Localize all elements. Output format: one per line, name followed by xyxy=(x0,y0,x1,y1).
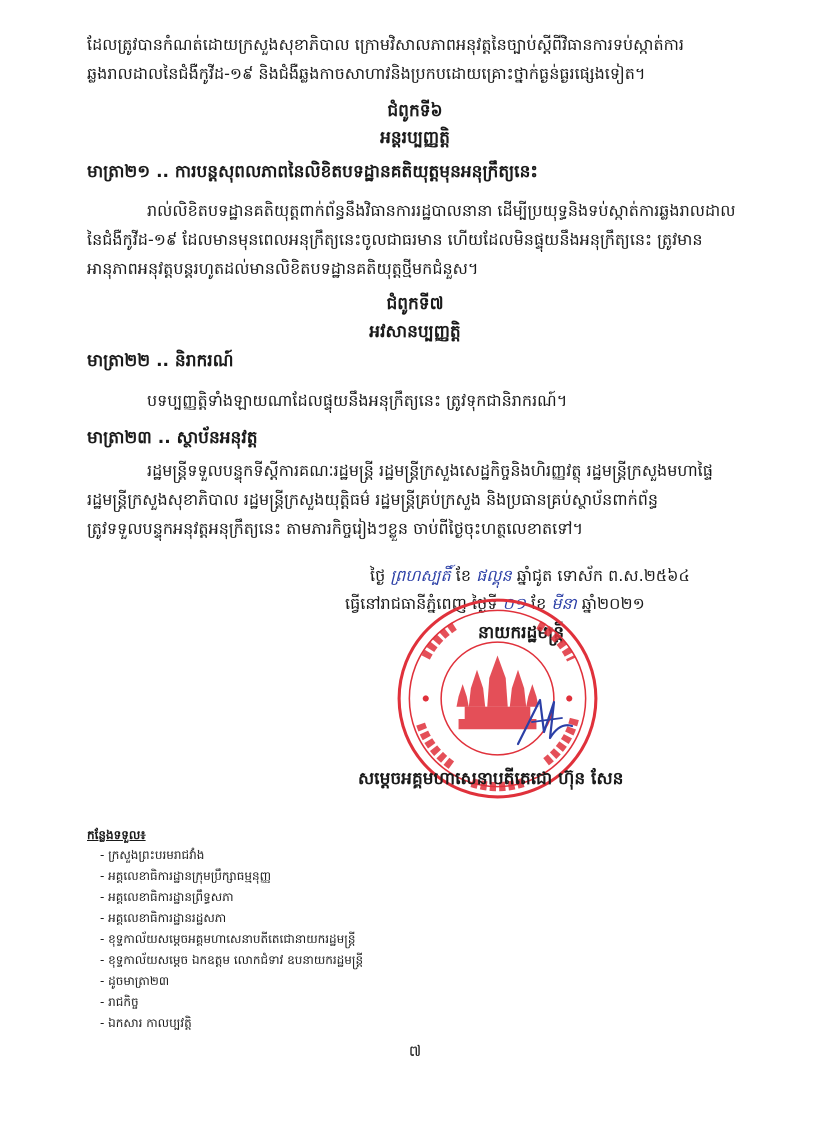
article-22-line-1: បទប្បញ្ញត្តិទាំងឡាយណាដែលផ្ទុយនឹងអនុក្រឹត្យនេះ ត្រូវទុកជានិរាករណ៍។ xyxy=(147,391,568,410)
article-23-line-3: ត្រូវទទួលបន្ទុកអនុវត្តអនុក្រឹត្យនេះ តាមភារកិច្ចរៀងៗខ្លួន ចាប់ពីថ្ងៃចុះហត្ថលេខាតទៅ។ xyxy=(87,519,584,538)
chapter-7-title: ជំពូកទី៧ xyxy=(386,294,444,314)
recipient-item: - ខុទ្ទកាល័យសម្តេច ឯកឧត្តម លោកជំទាវ ឧបនាយករដ្ឋមន្ត្រី xyxy=(100,953,364,967)
lunar-year: ឆ្នាំជូត ទោស័ក ព.ស.២៥៦៤ xyxy=(516,566,690,585)
top-paragraph-line-2: ឆ្លងរាលដាលនៃជំងឺកូវីដ-១៩ និងជំងឺឆ្លងកាចសាហាវនិងប្រកបដោយគ្រោះថ្នាក់ធ្ងន់ធ្ងរផ្សេងទៀត។ xyxy=(87,64,646,83)
chapter-6-subtitle: អន្តរប្បញ្ញត្តិ xyxy=(380,128,450,148)
prime-minister-title: នាយករដ្ឋមន្ត្រី xyxy=(478,623,564,643)
page-number: ៧ xyxy=(408,1042,422,1060)
solar-day-handwritten: ០១ xyxy=(502,594,526,613)
article-21-line-1: រាល់លិខិតបទដ្ឋានគតិយុត្តពាក់ព័ន្ធនឹងវិធានការរដ្ឋបាលនានា ដើម្បីប្រយុទ្ធនិងទប់ស្កាត់ការឆ្លងរាលដាល xyxy=(147,201,736,220)
recipient-item: - អគ្គលេខាធិការដ្ឋានក្រុមប្រឹក្សាធម្មនុញ្ញ xyxy=(100,869,272,883)
article-23-heading: មាត្រា២៣ .. ស្ថាប័នអនុវត្ត xyxy=(87,428,258,448)
recipient-item: - ឯកសារ កាលប្បវត្តិ xyxy=(100,1016,192,1030)
recipient-item: - រាជកិច្ច xyxy=(100,995,139,1009)
lunar-date-line xyxy=(370,565,690,587)
chapter-6-title: ជំពូកទី៦ xyxy=(387,101,443,121)
recipient-item: - ខុទ្ទកាល័យសម្តេចអគ្គមហាសេនាបតីតេជោនាយករដ្ឋមន្ត្រី xyxy=(100,932,356,946)
lunar-month-prefix: ខែ xyxy=(455,566,471,585)
top-paragraph-line-1: ដែលត្រូវបានកំណត់ដោយក្រសួងសុខាភិបាល ក្រោមវិសាលភាពអនុវត្តនៃច្បាប់ស្តីពីវិធានការទប់ស្កាត់ការ xyxy=(87,35,684,54)
article-23-line-2: រដ្ឋមន្ត្រីក្រសួងសុខាភិបាល រដ្ឋមន្ត្រីក្រសួងយុត្តិធម៌ រដ្ឋមន្ត្រីគ្រប់ក្រសួង និងប្រធានគ្រប់ស្ថាប័នពាក់ព័ន្ធ xyxy=(87,490,659,509)
recipient-item: - អគ្គលេខាធិការដ្ឋានរដ្ឋសភា xyxy=(100,911,227,925)
article-22-heading: មាត្រា២២ .. និរាករណ៍ xyxy=(87,351,234,371)
lunar-month-handwritten: ផល្គុន xyxy=(476,566,512,585)
lunar-day-prefix: ថ្ងៃ xyxy=(370,566,386,585)
signature-icon xyxy=(510,692,580,752)
recipient-item: - អគ្គលេខាធិការដ្ឋានព្រឹទ្ធសភា xyxy=(100,890,234,904)
recipients-list xyxy=(100,846,363,1035)
solar-month-handwritten: មីនា xyxy=(551,594,577,613)
signatory-name: សម្តេចអគ្គមហាសេនាបតីតេជោ ហ៊ុន សែន xyxy=(358,769,624,789)
article-23-line-1: រដ្ឋមន្ត្រីទទួលបន្ទុកទីស្តីការគណៈរដ្ឋមន្ត្រី រដ្ឋមន្ត្រីក្រសួងសេដ្ឋកិច្ចនិងហិរញ្ញវត្ថុ រដ្ឋមន្ត្រីក្រសួងមហាផ្ទៃ xyxy=(147,461,713,480)
lunar-day-handwritten: ព្រហស្បតិ៍ xyxy=(390,566,451,585)
solar-month-prefix: ខែ xyxy=(530,594,547,613)
chapter-7-subtitle: អវសានប្បញ្ញត្តិ xyxy=(369,322,461,342)
recipients-title: កន្លែងទទួល៖ xyxy=(87,828,146,842)
recipient-item: - ក្រសួងព្រះបរមរាជវាំង xyxy=(100,848,205,862)
article-21-line-3: អានុភាពអនុវត្តបន្តរហូតដល់មានលិខិតបទដ្ឋានគតិយុត្តថ្មីមកជំនួស។ xyxy=(87,259,479,278)
article-21-line-2: នៃជំងឺកូវីដ-១៩ ដែលមានមុនពេលអនុក្រឹត្យនេះចូលជាធរមាន ហើយដែលមិនផ្ទុយនឹងអនុក្រឹត្យនេះ ត្រូវមាន xyxy=(87,230,703,249)
solar-year: ឆ្នាំ២០២១ xyxy=(581,594,645,613)
solar-day-prefix: ធ្វើនៅរាជធានីភ្នំពេញ ថ្ងៃទី xyxy=(345,594,498,613)
recipient-item: - ដូចមាត្រា២៣ xyxy=(100,974,170,988)
article-21-heading: មាត្រា២១ .. ការបន្តសុពលភាពនៃលិខិតបទដ្ឋានគតិយុត្តមុនអនុក្រឹត្យនេះ xyxy=(87,162,538,182)
